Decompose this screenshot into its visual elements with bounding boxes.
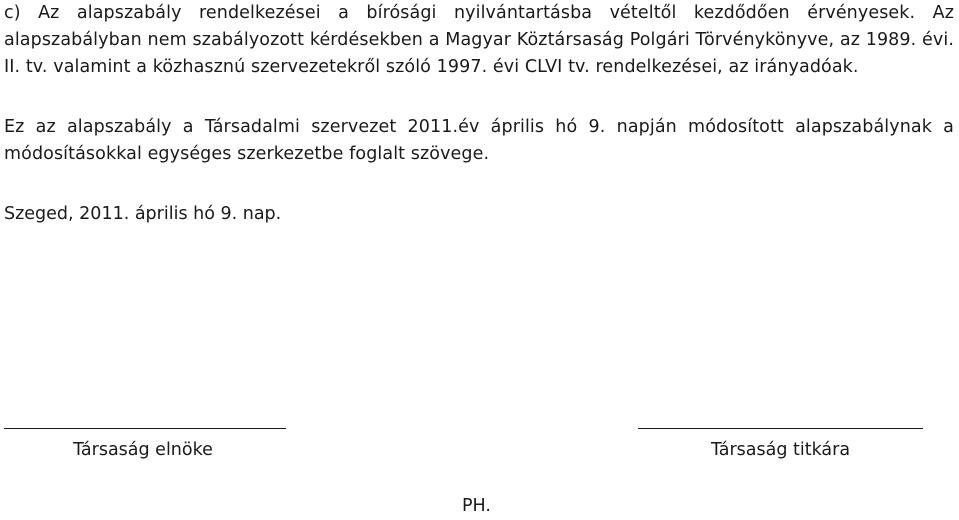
signature-line-secretary bbox=[638, 428, 923, 429]
place-and-date: Szeged, 2011. április hó 9. nap. bbox=[4, 204, 282, 224]
signature-label-president: Társaság elnöke bbox=[73, 440, 213, 460]
stamp-place-mark: PH. bbox=[462, 496, 491, 516]
signature-line-president bbox=[4, 428, 286, 429]
signature-block-secretary bbox=[638, 428, 923, 464]
signature-label-secretary: Társaság titkára bbox=[710, 440, 851, 460]
paragraph-c: c) Az alapszabály rendelkezései a bírósági nyilvántartásba vételtől kezdődően érvényesek. Az alapszabályban nem szabályozott kérdésekben a Magyar Köztársaság Polgári Törvénykönyve, az 1989. évi. II. tv. valamint a közhasznú szervezetekről szóló 1997. évi CLVI tv. rendelkezései, az irányadóak. bbox=[4, 3, 954, 77]
signature-block-president bbox=[4, 428, 286, 464]
paragraph-unified-text-note: Ez az alapszabály a Társadalmi szervezet 2011.év április hó 9. napján módosított alapszabálynak a módosításokkal egységes szerkezetbe foglalt szövege. bbox=[4, 117, 954, 164]
